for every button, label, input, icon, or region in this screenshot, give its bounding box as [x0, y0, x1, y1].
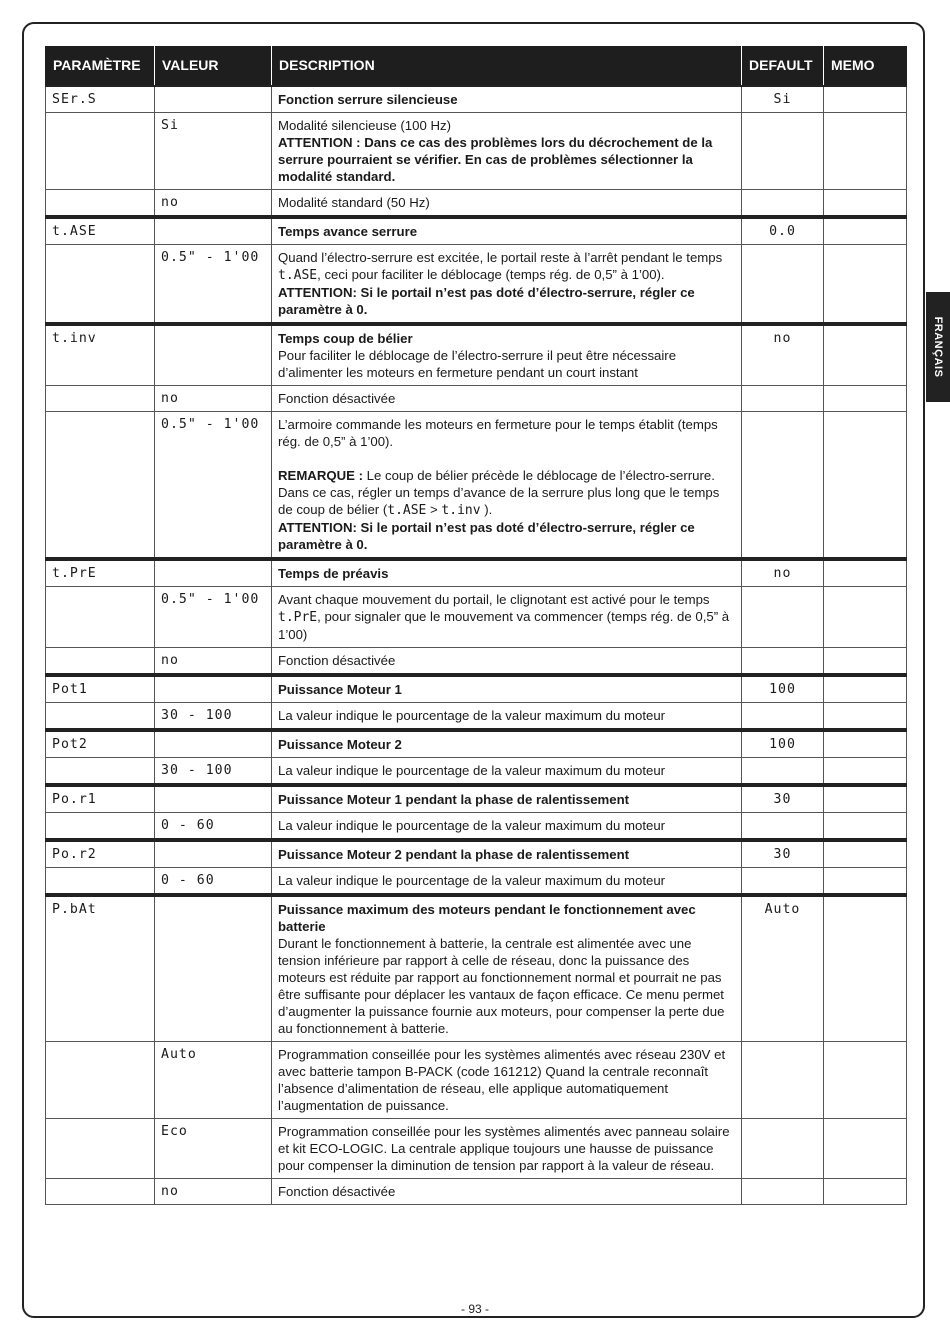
table-row [46, 86, 907, 113]
param-code: t.PrE [46, 559, 155, 587]
table-row [46, 559, 907, 587]
default-value: 30 [742, 840, 824, 868]
value-option: Si [155, 112, 272, 189]
value-option: 0 - 60 [155, 867, 272, 895]
memo-cell [824, 86, 907, 113]
table-row [46, 812, 907, 840]
table-row [46, 411, 907, 559]
default-value: 100 [742, 675, 824, 703]
value-option: no [155, 647, 272, 675]
header-memo: MEMO [824, 47, 907, 86]
value-description: L’armoire commande les moteurs en fermeture pour le temps établit (temps rég. de 0,5” à 1’00). REMARQUE : Le coup de bélier précède le déblocage de l’électro-serrure. Dans ce cas, régler un temps d’avance de la serrure plus long que le temps de coup de bélier (t.ASE > t.inv ). ATTENTION: Si le portail n’est pas doté d’électro-serrure, régler ce paramètre à 0. [272, 411, 742, 559]
table-row [46, 647, 907, 675]
table-row [46, 757, 907, 785]
default-value: 0.0 [742, 217, 824, 245]
param-code: t.inv [46, 324, 155, 386]
table-row [46, 867, 907, 895]
param-title: Temps coup de bélier Pour faciliter le déblocage de l’électro-serrure il peut être nécessaire d’alimenter les moteurs en fermeture pendant un court instant [272, 324, 742, 386]
default-value: no [742, 324, 824, 386]
value-option: Eco [155, 1118, 272, 1178]
param-title: Puissance Moteur 1 [272, 675, 742, 703]
param-code: t.ASE [46, 217, 155, 245]
table-row [46, 1118, 907, 1178]
value-option: 0.5" - 1'00 [155, 411, 272, 559]
value-description: Fonction désactivée [272, 647, 742, 675]
value-option: 30 - 100 [155, 702, 272, 730]
table-row [46, 586, 907, 647]
param-code: Po.r1 [46, 785, 155, 813]
table-row [46, 244, 907, 324]
default-value: Auto [742, 895, 824, 1042]
param-title: Puissance Moteur 2 pendant la phase de ralentissement [272, 840, 742, 868]
param-title: Temps de préavis [272, 559, 742, 587]
header-valeur: VALEUR [155, 47, 272, 86]
language-tab-label: FRANÇAIS [932, 316, 944, 378]
value-option: 0.5" - 1'00 [155, 586, 272, 647]
table-row [46, 785, 907, 813]
table-row [46, 1178, 907, 1204]
table-row [46, 1041, 907, 1118]
parameter-table [45, 46, 907, 1205]
value-description: La valeur indique le pourcentage de la valeur maximum du moteur [272, 757, 742, 785]
table-row [46, 324, 907, 386]
header-description: DESCRIPTION [272, 47, 742, 86]
default-value: no [742, 559, 824, 587]
param-code: Pot1 [46, 675, 155, 703]
value-option: 30 - 100 [155, 757, 272, 785]
param-title: Fonction serrure silencieuse [272, 86, 742, 113]
param-title: Temps avance serrure [272, 217, 742, 245]
default-value: Si [742, 86, 824, 113]
table-row [46, 730, 907, 758]
value-description: Programmation conseillée pour les systèmes alimentés avec panneau solaire et kit ECO-LOGIC. La centrale applique toujours une hausse de puissance pour compenser la diminution de tension par rapport à la valeur de réseau. [272, 1118, 742, 1178]
value-cell [155, 86, 272, 113]
table-row [46, 702, 907, 730]
value-description: Fonction désactivée [272, 1178, 742, 1204]
table-row [46, 189, 907, 217]
param-code: Pot2 [46, 730, 155, 758]
param-code: SEr.S [46, 86, 155, 113]
param-title: Puissance Moteur 1 pendant la phase de ralentissement [272, 785, 742, 813]
value-option: no [155, 1178, 272, 1204]
table-header [46, 47, 907, 86]
header-default: DEFAULT [742, 47, 824, 86]
table-row [46, 217, 907, 245]
value-description: Quand l’électro-serrure est excitée, le portail reste à l’arrêt pendant le temps t.ASE, ceci pour faciliter le déblocage (temps rég. de 0,5” à 1’00). ATTENTION: Si le portail n’est pas doté d’électro-serrure, régler ce paramètre à 0. [272, 244, 742, 324]
value-description: Modalité standard (50 Hz) [272, 189, 742, 217]
value-description: Modalité silencieuse (100 Hz) ATTENTION : Dans ce cas des problèmes lors du décrochement de la serrure pourraient se vérifier. En cas de problèmes sélectionner la modalité standard. [272, 112, 742, 189]
language-tab [926, 292, 950, 402]
param-code: P.bAt [46, 895, 155, 1042]
value-description: Programmation conseillée pour les systèmes alimentés avec réseau 230V et avec batterie tampon B-PACK (code 161212) Quand la centrale reconnaît l’absence d’alimentation de réseau, elle applique automatiquement l’augmentation de puissance. [272, 1041, 742, 1118]
default-value: 30 [742, 785, 824, 813]
value-option: no [155, 385, 272, 411]
value-description: La valeur indique le pourcentage de la valeur maximum du moteur [272, 702, 742, 730]
param-title: Puissance maximum des moteurs pendant le fonctionnement avec batterie Durant le fonctionnement à batterie, la centrale est alimentée avec une tension inférieure par rapport à celle de réseau, donc la puissance des moteurs est réduite par rapport au fonctionnement normal et pourrait ne pas être suffisante pour déplacer les vantaux de façon efficace. Ce menu permet d’augmenter la puissance fournie aux moteurs, pour compenser la perte due au fonctionnement à batterie. [272, 895, 742, 1042]
value-option: no [155, 189, 272, 217]
value-description: Avant chaque mouvement du portail, le clignotant est activé pour le temps t.PrE, pour signaler que le mouvement va commencer (temps rég. de 0,5” à 1’00) [272, 586, 742, 647]
value-description: La valeur indique le pourcentage de la valeur maximum du moteur [272, 812, 742, 840]
table-row [46, 895, 907, 1042]
table-row [46, 112, 907, 189]
value-option: Auto [155, 1041, 272, 1118]
header-parametre: PARAMÈTRE [46, 47, 155, 86]
value-description: La valeur indique le pourcentage de la valeur maximum du moteur [272, 867, 742, 895]
page-number: - 93 - [460, 1302, 489, 1316]
table-row [46, 675, 907, 703]
value-option: 0.5" - 1'00 [155, 244, 272, 324]
table-row [46, 840, 907, 868]
default-value: 100 [742, 730, 824, 758]
param-title: Puissance Moteur 2 [272, 730, 742, 758]
param-code: Po.r2 [46, 840, 155, 868]
table-row [46, 385, 907, 411]
value-option: 0 - 60 [155, 812, 272, 840]
value-description: Fonction désactivée [272, 385, 742, 411]
